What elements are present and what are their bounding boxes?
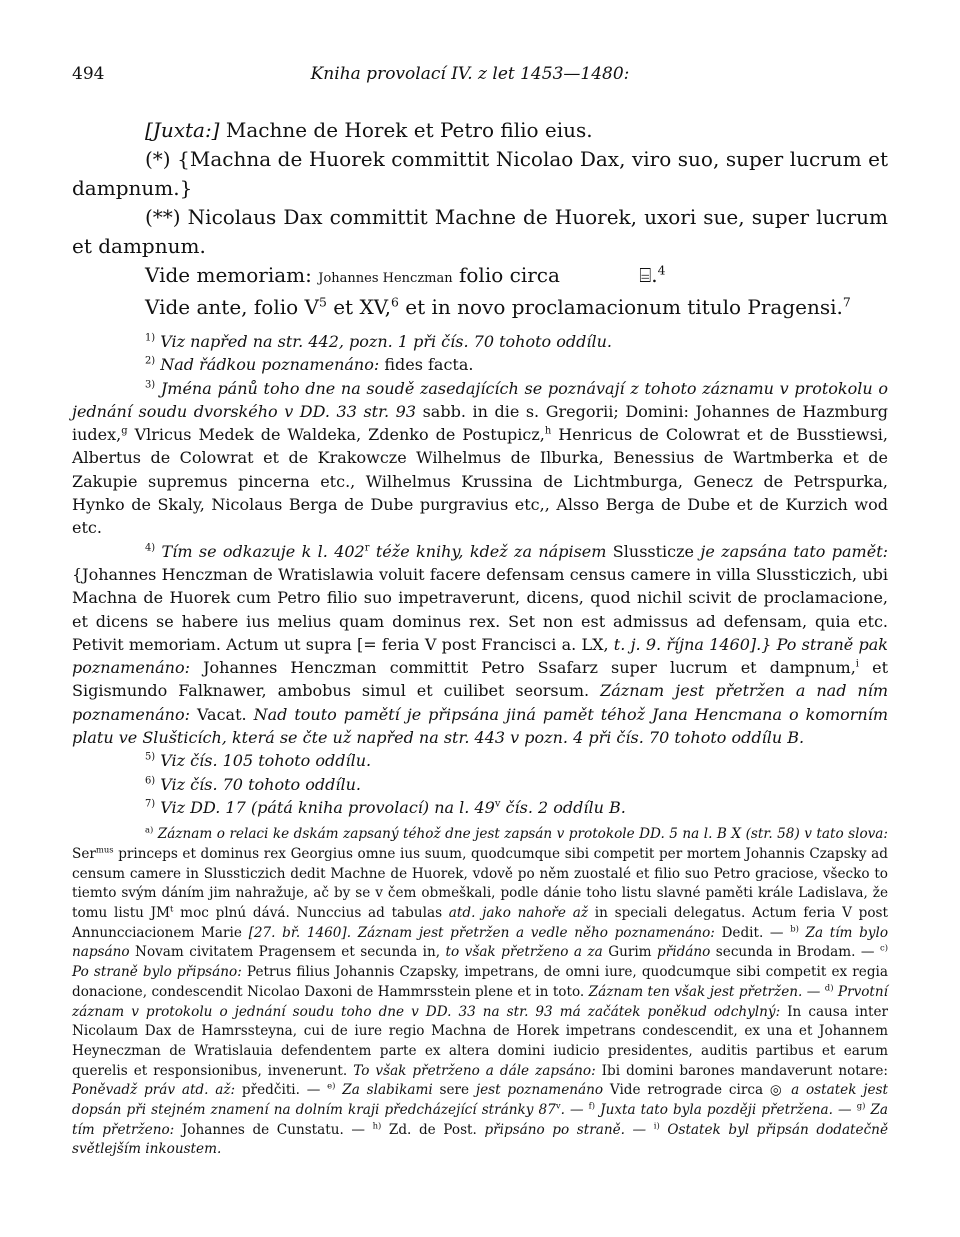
text-notes: [72, 825, 888, 1160]
entry-line-5: Vide ante, folio $V^5$ et XV,$^6$ et in novo proclamacionum titulo Pragensi.$^7$: [145, 294, 851, 319]
main-entry: [72, 116, 888, 322]
circle-mark-icon: ◎: [769, 1082, 785, 1099]
footnote-3: $^{3)}$ Jména pánů toho dne na soudě zasedajících se poznávají z tohoto záznamu v protokolu o jednání soudu dvorského v DD. 33 str. 93 sabb. in die s. Gregorii; Domini: Johannes de Hazmburg iudex,$^g$ Vlricus Medek de Waldeka, Zdenko de Postupicz,$^h$ Henricus de Colowrat et de Busstiewsi, Albertus de Colowrat et de Krakowcze Wilhelmus de Ilburka, Benessius de Wartmberka et de Zakupie supremus pincerna etc., Wilhelmus Krussina de Lichtmburga, Genecz de Petrspurka, Hynko de Skaly, Nicolaus Berga de Dube purgravius etc,, Alsso Berga de Dube et de Kurzich wod etc.: [72, 378, 889, 538]
text-notes-block: $^{a)}$ Záznam o relaci ke dskám zapsaný téhož dne jest zapsán v protokole DD. 5 na l. B X (str. 58) v tato slova: Ser$^{mus}$ princeps et dominus rex Georgius omne ius suum, quodcumque sibi competit per mortem Johannis Czapsky ad censum camere in Slussticzich dedit Machne de Huorek, vdově po něm zuostalé et filio suo Petro graciose, všecko to tiemto svým dáním jim nahražuje, ač by se v čem obmeškali, podle dánie toho listu slavné paměti krále Ladislava, že tomu listu $JM^t$ moc plnú dává. Nunccius ad tabulas atd. jako nahoře až in speciali delegatus. Actum feria V post Annuncciacionem Marie [27. bř. 1460]. Záznam jest přetržen a vedle něho poznamenáno: Dedit. — $^{b)}$ Za tím bylo napsáno Novam civitatem Pragensem et secunda in, to však přetrženo a za Gurim přidáno secunda in Brodam. — $^{c)}$ Po straně bylo připsáno: Petrus filius Johannis Czapsky, impetrans, de omni iure, quodcumque sibi competit ex regia donacione, condescendit Nicolao Daxoni de Hammrsstein plene et in toto. Záznam ten však jest přetržen. — $^{d)}$ Prvotní záznam v protokolu o jednání soudu toho dne v DD. 33 na str. 93 má začátek poněkud odchylný: In causa inter Nicolaum Dax de Hamrssteyna, cui de iure regio Machna de Horek impetrans condescendit, ex una et Johannem Heyneczman de Wratislauia defendentem parte ex altera domini iudicio presidentes, auditis partibus et earum querelis et responsionibus, invenerunt. To však přetrženo a dále zapsáno: Ibi domini barones mandaverunt notare: Poněvadž práv atd. až: předčiti. — $^{e)}$ Za slabikami sere jest poznamenáno Vide retrograde circa ◎ a ostatek jest dopsán při stejném znamení na dolním kraji předcházející stránky 87$^v$. — $^{f)}$ Juxta tato byla později přetržena. — $^{g)}$ Za tím přetrženo: Johannes de Cunstatu. — $^{h)}$ Zd. de Post. připsáno po straně. — $^{i)}$ Ostatek byl připsán dodatečně světlejším inkoustem.: [72, 824, 889, 1158]
page-number: 494: [72, 64, 105, 84]
footnote-4: $^{4)}$ Tím se odkazuje k l. 402$^r$ téže knihy, kdež za nápisem Slussticze je zapsána tato pamět: {Johannes Henczman de Wratislawia voluit facere defensam census camere in villa Slussticzich, ubi Machna de Huorek cum Petro filio suo impetraverunt, dicens, quod nichil scivit de proclamacione, et dicens se habere ius melius quam dominus rex. Set non est admissus ad defensam, quia etc. Petivit memoriam. Actum ut supra [= feria V post Francisci a. LX, t. j. 9. října 1460].} Po straně pak poznamenáno: Johannes Henczman committit Petro Ssafarz super lucrum et dampnum,$^i$ et Sigismundo Falknawer, ambobus simul et cuilibet seorsum. Záznam jest přetržen a nad ním poznamenáno: Vacat. Nad touto pamětí je připsána jiná pamět téhož Jana Hencmana o komorním platu ve Slušticích, která se čte už napřed na str. 443 v pozn. 4 při čís. 70 tohoto oddílu B.: [72, 541, 889, 748]
footnote-2: $^{2)}$ Nad řádkou poznamenáno: fides facta.: [145, 355, 474, 375]
entry-line-3: (**) Nicolaus Dax committit Machne de Huorek, uxori sue, super lucrum et dampnum.: [72, 205, 888, 258]
footnotes: [72, 330, 888, 819]
footnote-5: $^{5)}$ Viz čís. 105 tohoto oddílu.: [145, 751, 372, 771]
running-title: Kniha provolací IV. z let 1453—1480:: [310, 64, 630, 84]
page: [72, 64, 888, 1160]
footnote-1: $^{1)}$ Viz napřed na str. 442, pozn. 1 při čís. 70 tohoto oddílu.: [145, 332, 612, 351]
entry-line-1: [Juxta:] Machne de Horek et Petro filio eius.: [145, 118, 593, 142]
footnote-6: $^{6)}$ Viz čís. 70 tohoto oddílu.: [145, 774, 361, 794]
page-header: [72, 64, 888, 94]
entry-line-2: (*) {Machna de Huorek committit Nicolao Dax, viro suo, super lucrum et dampnum.}: [72, 147, 888, 200]
footnote-7: $^{7)}$ Viz DD. 17 (pátá kniha provolací) na l. 49$^v$ čís. 2 oddílu B.: [145, 797, 626, 817]
folio-mark-icon: ⌸: [639, 263, 652, 287]
entry-line-4: Vide memoriam: Johannes Henczman folio circa ⌸.$^4$: [72, 261, 888, 293]
